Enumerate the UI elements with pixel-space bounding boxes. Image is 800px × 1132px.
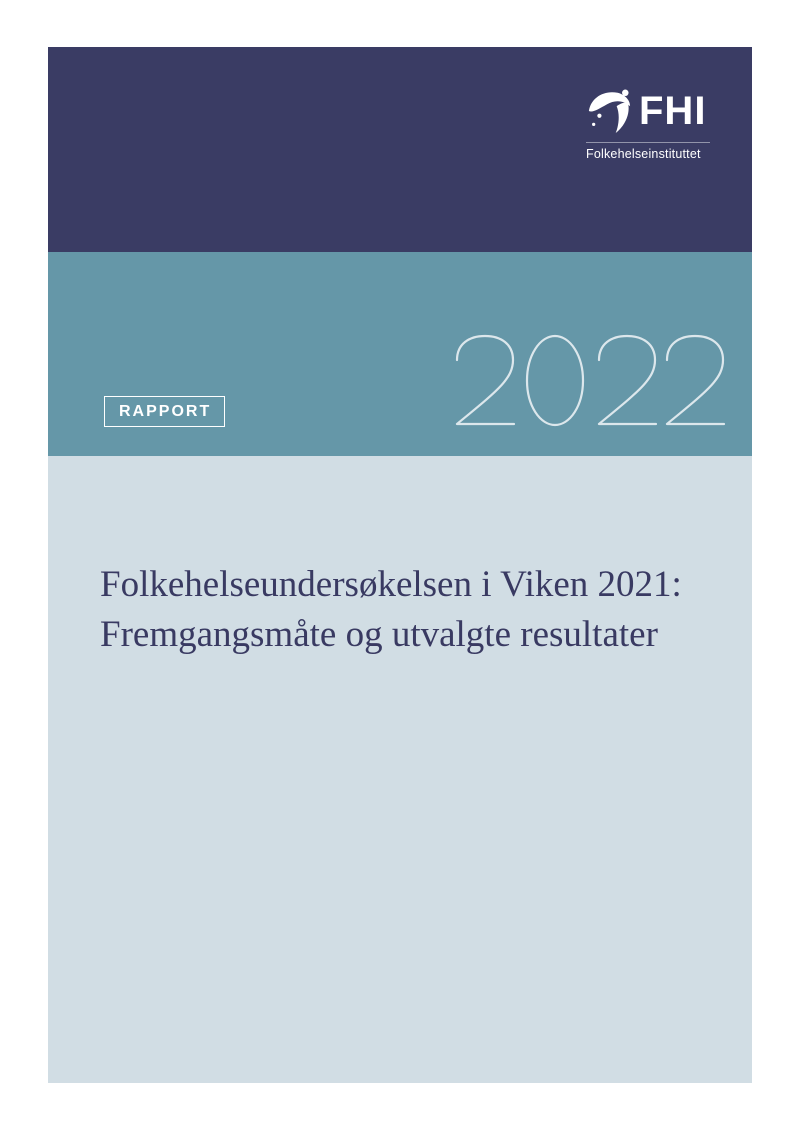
fhi-swoosh-with-dots-icon <box>586 87 632 135</box>
year-2022 <box>454 333 726 427</box>
fhi-acronym: FHI <box>639 89 707 133</box>
report-cover-page <box>48 47 752 1083</box>
report-title-line-1: Folkehelseundersøkelsen i Viken 2021: <box>100 564 682 605</box>
fhi-logo <box>586 88 710 161</box>
report-type-badge: RAPPORT <box>104 396 225 427</box>
report-title <box>100 560 682 660</box>
title-band <box>48 456 752 1083</box>
header-band <box>48 47 752 252</box>
logo-organization-name: Folkehelseinstituttet <box>586 147 701 161</box>
fhi-logo-top-row <box>586 88 710 134</box>
logo-divider <box>586 142 710 143</box>
report-title-line-2: Fremgangsmåte og utvalgte resultater <box>100 614 658 655</box>
year-band <box>48 252 752 456</box>
year-2022-outline-glyphs <box>454 333 726 427</box>
